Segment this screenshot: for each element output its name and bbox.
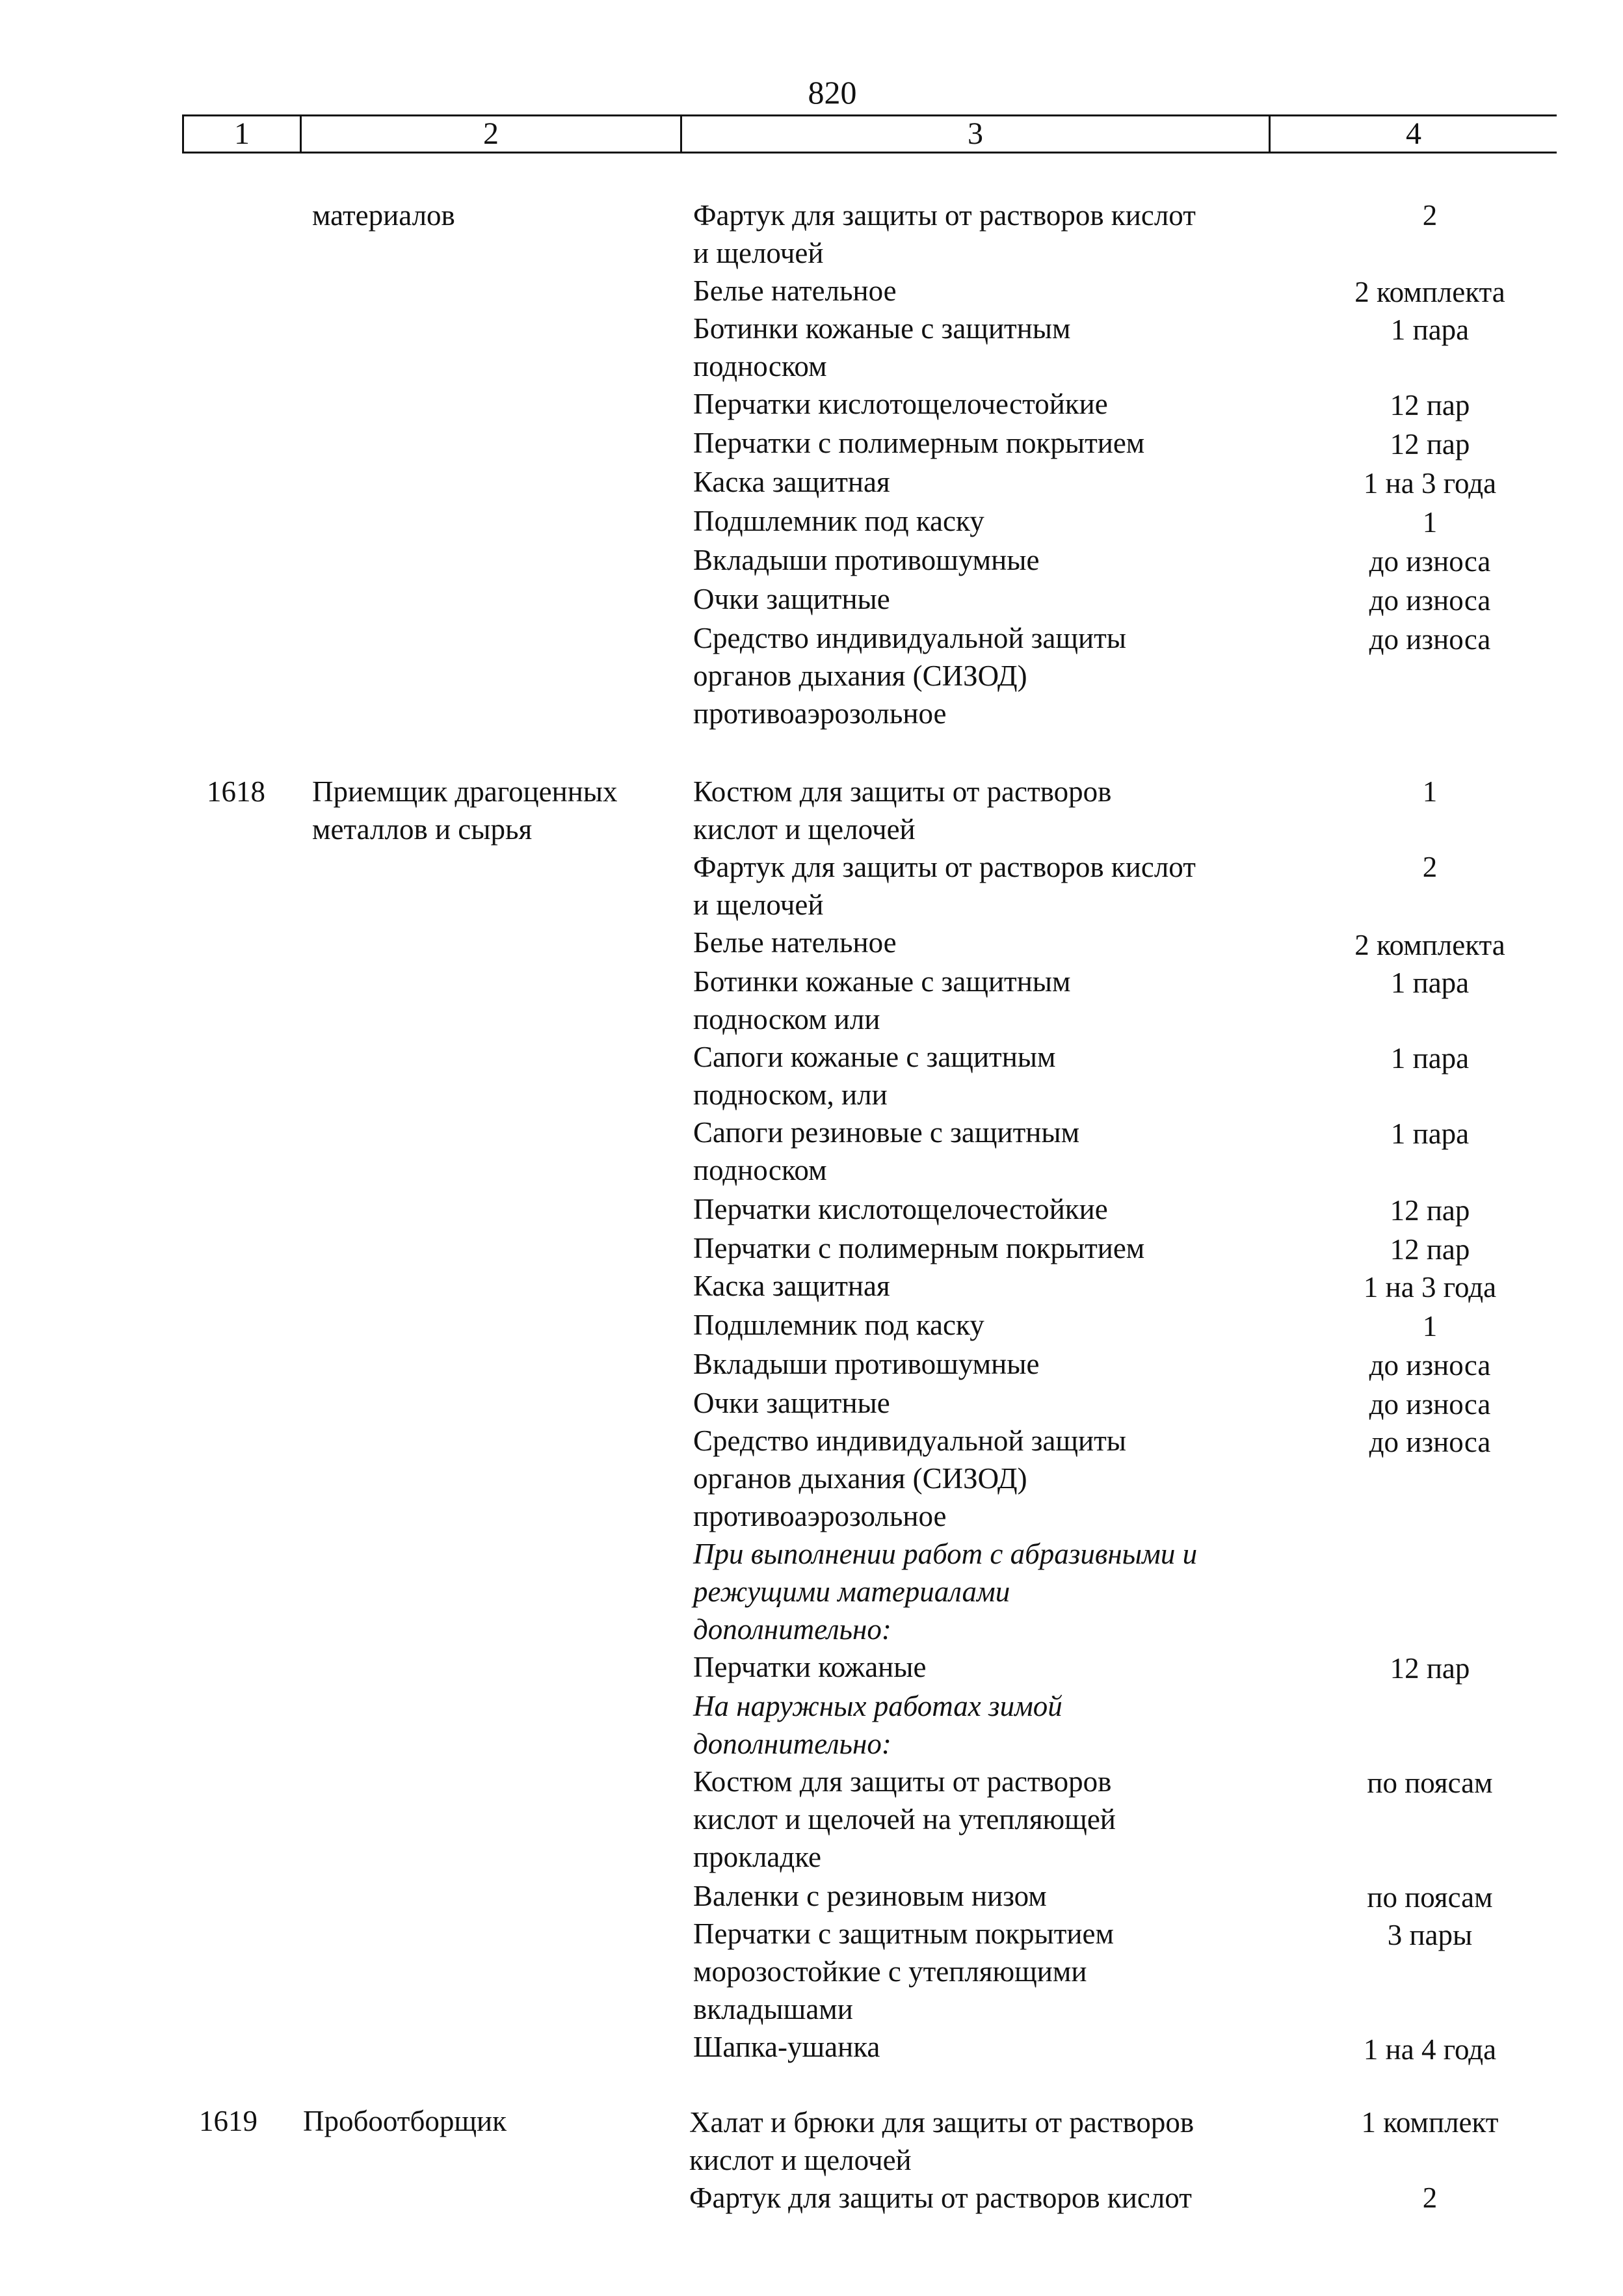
header-col-1: 1 bbox=[234, 116, 250, 151]
note-winter: На наружных работах зимой bbox=[693, 1690, 1062, 1722]
item-name: Перчатки с защитным покрытием bbox=[693, 1917, 1114, 1950]
item-name: противоаэрозольное bbox=[693, 697, 947, 730]
item-name: Ботинки кожаные с защитным bbox=[693, 965, 1071, 998]
item-name: Каска защитная bbox=[693, 1270, 890, 1302]
note-abrasive: режущими материалами bbox=[693, 1575, 1010, 1608]
item-qty: 1 пара bbox=[1390, 1117, 1470, 1150]
item-qty: до износа bbox=[1369, 1426, 1491, 1458]
item-name: Вкладыши противошумные bbox=[693, 1348, 1040, 1380]
item-name: Очки защитные bbox=[693, 583, 890, 615]
item-name: Подшлемник под каску bbox=[693, 1309, 984, 1341]
item-name: противоаэрозольное bbox=[693, 1500, 947, 1532]
item-name: Фартук для защиты от растворов кислот bbox=[693, 199, 1196, 232]
item-name: Шапка-ушанка bbox=[693, 2031, 880, 2063]
profession-name: Приемщик драгоценных bbox=[312, 775, 618, 808]
item-qty: 12 пар bbox=[1390, 1652, 1470, 1685]
item-qty: 3 пары bbox=[1387, 1919, 1473, 1951]
profession-name: материалов bbox=[312, 199, 455, 232]
item-name: подноском, или bbox=[693, 1078, 888, 1111]
item-qty: до износа bbox=[1369, 1349, 1491, 1382]
item-name: вкладышами bbox=[693, 1993, 853, 2025]
item-qty: 1 bbox=[1422, 506, 1438, 539]
item-qty: 1 пара bbox=[1390, 967, 1470, 999]
item-qty: 2 комплекта bbox=[1354, 929, 1505, 961]
item-name: подноском bbox=[693, 350, 827, 382]
header-col-2: 2 bbox=[483, 116, 499, 151]
item-qty: по поясам bbox=[1367, 1767, 1493, 1799]
item-name: Перчатки с полимерным покрытием bbox=[693, 1232, 1145, 1264]
item-name: Перчатки кожаные bbox=[693, 1651, 927, 1683]
item-name: Каска защитная bbox=[693, 466, 890, 498]
item-name: Сапоги кожаные с защитным bbox=[693, 1041, 1056, 1073]
item-name: Костюм для защиты от растворов bbox=[693, 1765, 1112, 1798]
item-qty: 12 пар bbox=[1390, 389, 1470, 421]
item-qty: 12 пар bbox=[1390, 1194, 1470, 1227]
item-name: Сапоги резиновые с защитным bbox=[693, 1116, 1080, 1149]
item-qty: 12 пар bbox=[1390, 1233, 1470, 1266]
item-name: Очки защитные bbox=[693, 1387, 890, 1419]
note-winter: дополнительно: bbox=[693, 1728, 891, 1760]
table-header bbox=[182, 114, 1557, 154]
item-qty: 1 комплект bbox=[1361, 2106, 1499, 2139]
note-abrasive: При выполнении работ с абразивными и bbox=[693, 1538, 1198, 1570]
item-qty: 1 пара bbox=[1390, 1042, 1470, 1075]
item-name: Средство индивидуальной защиты bbox=[693, 622, 1127, 654]
item-qty: 2 bbox=[1422, 851, 1438, 883]
item-name: подноском bbox=[693, 1154, 827, 1186]
profession-name: Пробоотборщик bbox=[303, 2105, 507, 2137]
item-qty: 1 bbox=[1422, 1310, 1438, 1342]
header-col-4: 4 bbox=[1406, 116, 1421, 151]
item-qty: до износа bbox=[1369, 623, 1491, 656]
item-name: Валенки с резиновым низом bbox=[693, 1880, 1047, 1912]
item-qty: до износа bbox=[1369, 584, 1491, 617]
item-name: Белье нательное bbox=[693, 274, 897, 307]
note-abrasive: дополнительно: bbox=[693, 1613, 891, 1646]
item-name: Перчатки с полимерным покрытием bbox=[693, 427, 1145, 459]
item-qty: 1 на 3 года bbox=[1363, 467, 1497, 500]
item-qty: до износа bbox=[1369, 1388, 1491, 1421]
item-qty: 2 bbox=[1422, 199, 1438, 232]
item-name: Вкладыши противошумные bbox=[693, 544, 1040, 576]
item-name: Костюм для защиты от растворов bbox=[693, 775, 1112, 808]
header-col-3: 3 bbox=[968, 116, 983, 151]
item-name: и щелочей bbox=[693, 237, 824, 269]
item-name: морозостойкие с утепляющими bbox=[693, 1955, 1087, 1988]
item-name: прокладке bbox=[693, 1841, 821, 1873]
item-qty: до износа bbox=[1369, 545, 1491, 578]
item-name: и щелочей bbox=[693, 888, 824, 921]
item-name: Перчатки кислотощелочестойкие bbox=[693, 1193, 1108, 1225]
item-name: Средство индивидуальной защиты bbox=[693, 1424, 1127, 1457]
profession-name: металлов и сырья bbox=[312, 813, 533, 846]
item-name: Подшлемник под каску bbox=[693, 505, 984, 537]
item-name: органов дыхания (СИЗОД) bbox=[693, 1462, 1027, 1495]
item-name: кислот и щелочей на утепляющей bbox=[693, 1803, 1116, 1835]
item-qty: 1 на 4 года bbox=[1363, 2033, 1497, 2066]
item-name: Перчатки кислотощелочестойкие bbox=[693, 388, 1108, 420]
item-name: органов дыхания (СИЗОД) bbox=[693, 660, 1027, 692]
item-name: подноском или bbox=[693, 1003, 880, 1035]
entry-number: 1618 bbox=[207, 775, 265, 808]
entry-number: 1619 bbox=[199, 2105, 257, 2137]
item-qty: 1 bbox=[1422, 775, 1438, 808]
item-name: кислот и щелочей bbox=[693, 813, 916, 846]
page-number: 820 bbox=[808, 74, 857, 111]
item-name: Халат и брюки для защиты от растворов bbox=[689, 2106, 1194, 2139]
item-qty: 2 bbox=[1422, 2182, 1438, 2214]
item-name: Белье нательное bbox=[693, 926, 897, 959]
item-name: Фартук для защиты от растворов кислот bbox=[689, 2182, 1192, 2214]
item-name: кислот и щелочей bbox=[689, 2144, 912, 2176]
item-name: Ботинки кожаные с защитным bbox=[693, 312, 1071, 345]
item-qty: 1 на 3 года bbox=[1363, 1271, 1497, 1303]
item-qty: 2 комплекта bbox=[1354, 276, 1505, 308]
item-qty: 12 пар bbox=[1390, 428, 1470, 461]
item-name: Фартук для защиты от растворов кислот bbox=[693, 851, 1196, 883]
item-qty: 1 пара bbox=[1390, 314, 1470, 346]
item-qty: по поясам bbox=[1367, 1881, 1493, 1914]
